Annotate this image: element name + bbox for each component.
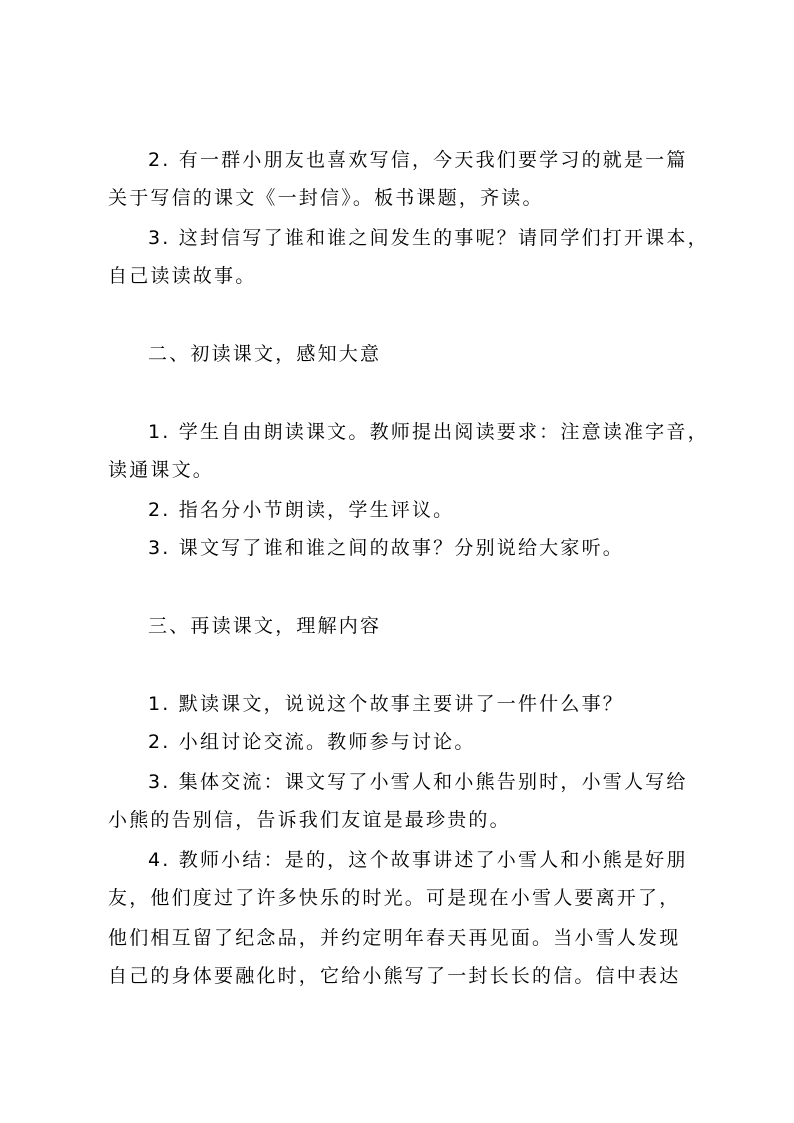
section-2-item-3: 3. 课文写了谁和谁之间的故事？分别说给大家听。 xyxy=(148,537,624,559)
section-2-item-1-line-1: 1. 学生自由朗读课文。教师提出阅读要求：注意读准字音， xyxy=(148,421,709,443)
paragraph-2-line-2: 关于写信的课文《一封信》。板书课题，齐读。 xyxy=(108,187,544,209)
section-3-item-3-line-1: 3. 集体交流：课文写了小雪人和小熊告别时，小雪人写给 xyxy=(148,771,688,793)
paragraph-2-line-1: 2. 有一群小朋友也喜欢写信，今天我们要学习的就是一篇 xyxy=(148,149,688,171)
paragraph-3-line-2: 自己读读故事。 xyxy=(108,265,257,287)
section-3-item-4-line-1: 4. 教师小结：是的，这个故事讲述了小雪人和小熊是好朋 xyxy=(148,849,688,871)
section-3-item-3-line-2: 小熊的告别信，告诉我们友谊是最珍贵的。 xyxy=(108,809,511,831)
paragraph-3-line-1: 3. 这封信写了谁和谁之间发生的事呢？请同学们打开课本， xyxy=(148,227,709,249)
section-2-item-1-line-2: 读通课文。 xyxy=(108,459,215,481)
section-2-heading: 二、初读课文，感知大意 xyxy=(148,343,382,365)
section-3-item-4-line-4: 自己的身体要融化时，它给小熊写了一封长长的信。信中表达 xyxy=(108,965,681,987)
section-3-item-4-line-2: 友，他们度过了许多快乐的时光。可是现在小雪人要离开了， xyxy=(108,887,681,909)
section-3-heading: 三、再读课文，理解内容 xyxy=(148,615,382,637)
section-3-item-1: 1. 默读课文，说说这个故事主要讲了一件什么事？ xyxy=(148,693,624,715)
section-3-item-4-line-3: 他们相互留了纪念品，并约定明年春天再见面。当小雪人发现 xyxy=(108,927,681,949)
section-2-item-2: 2. 指名分小节朗读，学生评议。 xyxy=(148,499,455,521)
section-3-item-2: 2. 小组讨论交流。教师参与讨论。 xyxy=(148,731,476,753)
